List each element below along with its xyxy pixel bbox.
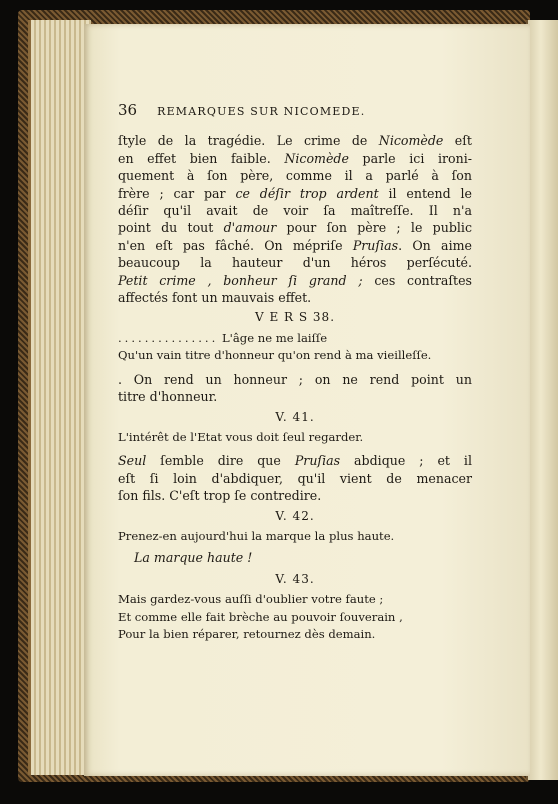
verse-heading-41: V. 41. bbox=[275, 409, 315, 424]
text-line: titre d'honneur. bbox=[118, 389, 218, 405]
verse-line: Pour la bien réparer, retournez dès demain. bbox=[118, 626, 376, 641]
italic-name: Nicomède bbox=[284, 150, 349, 166]
text-span: n'en eſt pas fâché. On mépriſe bbox=[118, 237, 353, 253]
italic-name: Pruſias bbox=[294, 453, 341, 469]
text-span: L'âge ne me laiſſe bbox=[221, 330, 328, 345]
verse-line: Prenez-en aujourd'hui la marque la plus haute. bbox=[118, 528, 395, 543]
italic-quote: ce déſir trop ardent bbox=[235, 185, 379, 201]
text-line: affectés font un mauvais effet. bbox=[118, 290, 312, 306]
verse-line: Qu'un vain titre d'honneur qu'on rend à ma vieilleſſe. bbox=[118, 348, 432, 363]
text-line bbox=[118, 219, 472, 236]
text-span: ſtyle de la tragédie. Le crime de bbox=[118, 133, 379, 149]
italic-name: Nicomède bbox=[378, 133, 444, 149]
italic-quote: Petit crime , bonheur ſi grand ; bbox=[118, 272, 363, 288]
text-span: ſemble dire que bbox=[146, 453, 295, 469]
text-line: eſt ſi loin d'abdiquer, qu'il vient de menacer bbox=[118, 470, 472, 486]
text-line: . On rend un honneur ; on ne rend point un bbox=[118, 371, 472, 387]
page-content bbox=[118, 102, 472, 643]
text-line bbox=[118, 237, 472, 254]
italic-name: Pruſias bbox=[352, 237, 399, 253]
text-line bbox=[118, 132, 472, 149]
text-span: . On aime bbox=[398, 237, 472, 253]
text-span: ces contraſtes bbox=[362, 272, 472, 288]
commentary-paragraph-3 bbox=[118, 452, 472, 504]
text-line: quement à ſon père, comme il a parlé à ſon bbox=[118, 168, 472, 184]
italic-quote: d'amour bbox=[223, 220, 277, 236]
text-span: en effet bien faible. bbox=[118, 150, 285, 166]
text-span: point du tout bbox=[118, 220, 224, 236]
commentary-paragraph-2 bbox=[118, 371, 472, 406]
verse-heading-38: V E R S 38. bbox=[254, 310, 336, 325]
running-header bbox=[118, 102, 384, 120]
text-line bbox=[118, 185, 472, 202]
commentary-paragraph-1 bbox=[118, 132, 472, 306]
verse-line: Mais gardez-vous auſſi d'oublier votre faute ; bbox=[118, 592, 384, 607]
facing-page-edge bbox=[526, 20, 558, 780]
page-edges bbox=[28, 20, 91, 775]
verse-heading-43: V. 43. bbox=[275, 571, 315, 586]
page-number: 36 bbox=[118, 101, 138, 119]
verse-block-38 bbox=[118, 330, 472, 365]
text-span: pour ſon père ; le public bbox=[276, 220, 473, 236]
commentary-quote: La marque haute ! bbox=[134, 550, 253, 566]
text-span: parle ici ironi- bbox=[348, 150, 472, 166]
verse-block-43 bbox=[118, 591, 472, 643]
text-line: beaucoup la hauteur d'un héros perſécuté. bbox=[118, 255, 472, 271]
italic-word: Seul bbox=[118, 453, 147, 469]
text-line bbox=[118, 272, 472, 289]
text-span: abdique ; et il bbox=[340, 453, 472, 469]
verse-heading-42: V. 42. bbox=[275, 508, 315, 523]
text-line bbox=[118, 452, 472, 469]
text-span: eſt bbox=[443, 133, 472, 149]
text-span: il entend le bbox=[378, 185, 473, 201]
ellipsis-dots: ............... bbox=[118, 330, 219, 345]
verse-block-41 bbox=[118, 429, 472, 446]
verse-line: L'intérêt de l'Etat vous doit ſeul regarder. bbox=[118, 429, 364, 444]
text-line: déſir qu'il avait de voir ſa maîtreſſe. Il n'a bbox=[118, 203, 472, 219]
verse-line: Et comme elle fait brèche au pouvoir ſouverain , bbox=[118, 609, 403, 624]
text-line bbox=[118, 150, 472, 167]
verse-line bbox=[118, 330, 472, 347]
running-title: REMARQUES SUR NICOMEDE. bbox=[157, 105, 366, 118]
text-line: ſon fils. C'eſt trop ſe contredire. bbox=[118, 488, 322, 504]
text-span: frère ; car par bbox=[118, 185, 236, 201]
verse-block-42 bbox=[118, 528, 472, 545]
